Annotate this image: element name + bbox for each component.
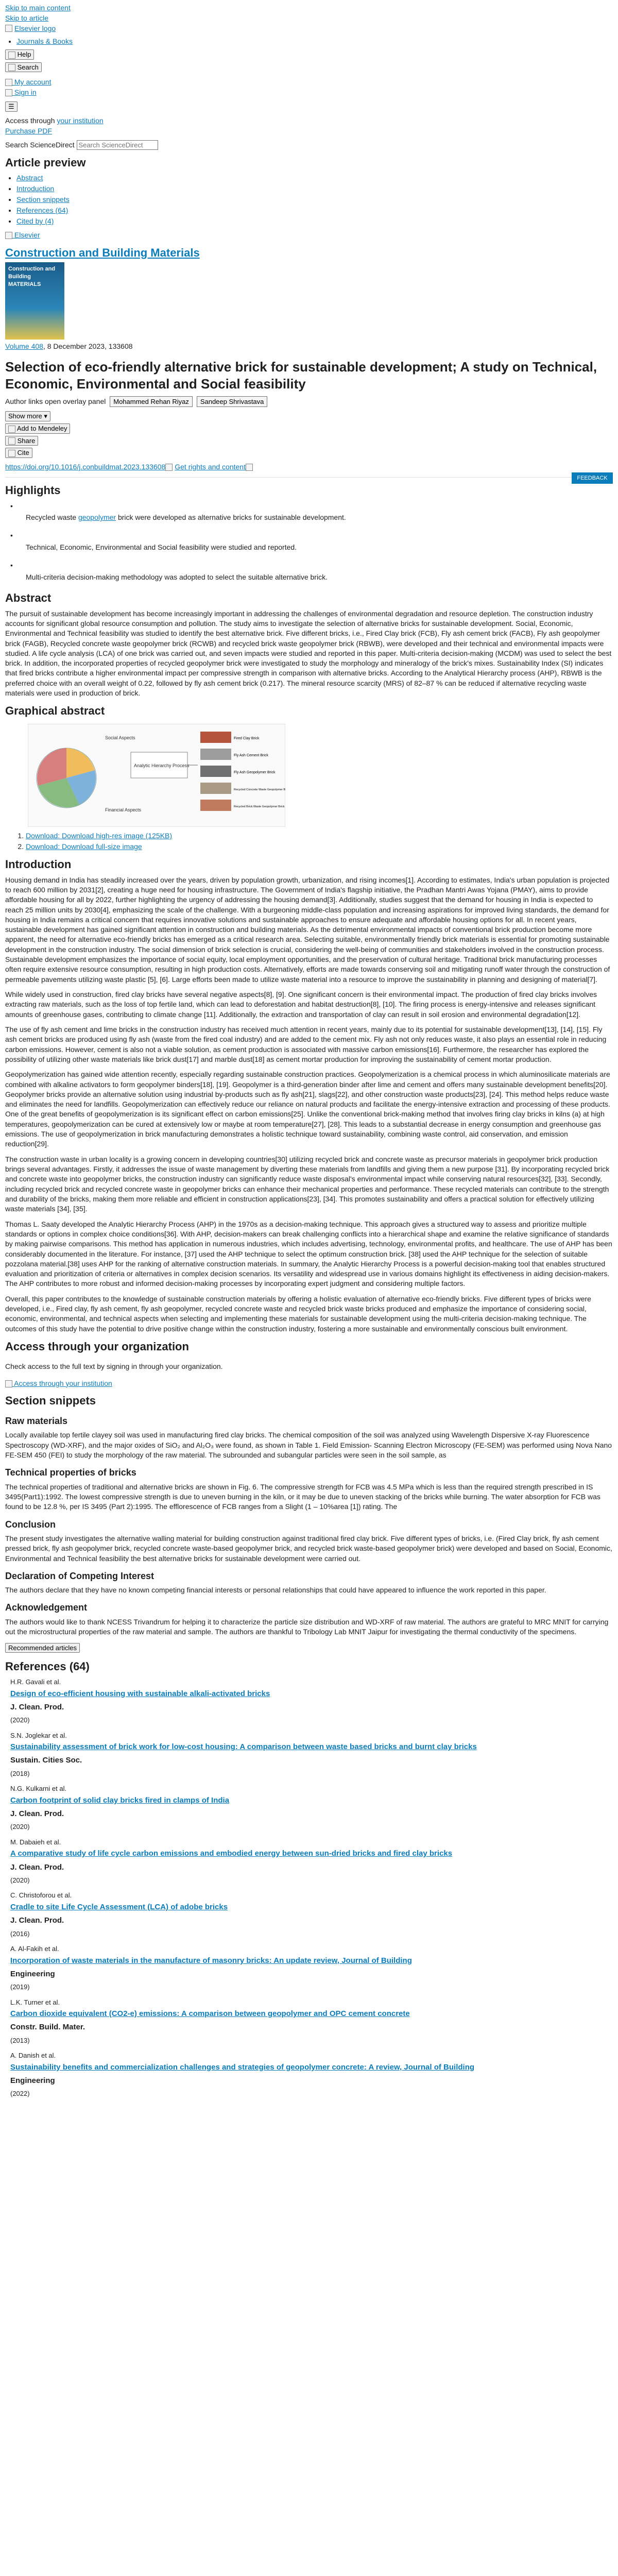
highlight-item-1 — [26, 513, 613, 522]
toc-section-snippets[interactable]: Section snippets — [16, 195, 70, 204]
intro-paragraph: The construction waste in urban locality is a growing concern in developing countries[30] utilizing recycled brick and concrete waste as precursor materials in geopolymer brick production brings several advantages. Firstly, it addresses the issue of waste management by diverting these materials from landfills and giving them a new purpose [31]. By incorporating recycled brick and concrete waste into geopolymer bricks, the construction industry can significantly reduce waste disposal's environmental impact while conserving natural resources[32], [33]. Secondly, including recycled brick and recycled concrete waste in geopolymer bricks can enhance their mechanical properties and performance. These recycled materials can contribute to the strength and durability of the bricks, making them more reliable and efficient in construction applications[23], [34]. This promotes sustainability and offers a practical solution for effectively utilizing waste materials [34], [35]. — [5, 1155, 610, 1213]
cite-button[interactable] — [5, 448, 32, 458]
acknowledgement-heading: Acknowledgement — [5, 1602, 88, 1613]
reference-title-link[interactable]: Design of eco-efficient housing with sustainable alkali-activated bricks — [10, 1689, 270, 1698]
journals-books-link[interactable]: Journals & Books — [16, 37, 73, 46]
raw-materials-heading: Raw materials — [5, 1416, 68, 1427]
author-links-label: Author links open overlay panel — [5, 397, 106, 406]
article-preview-heading: Article preview — [5, 156, 86, 169]
reference-author: M. Dabaieh et al. — [10, 1838, 61, 1846]
ga-label-ahp: Analytic Hierarchy Process — [134, 763, 190, 769]
divider — [5, 477, 613, 478]
reference-item — [5, 1891, 613, 1938]
help-icon — [8, 52, 15, 59]
reference-title-link[interactable]: Incorporation of waste materials in the manufacture of masonry bricks: An update review, Journal of Building — [10, 1956, 412, 1965]
ga-label-facb: Fly Ash Cement Brick — [234, 754, 268, 758]
reference-item — [5, 1838, 613, 1885]
doi-row — [5, 462, 613, 472]
abstract-heading: Abstract — [5, 591, 52, 604]
access-institution-link[interactable] — [5, 1379, 112, 1387]
reference-title-link[interactable]: Carbon footprint of solid clay bricks fired in clamps of India — [10, 1795, 230, 1805]
reference-year: (2018) — [10, 1769, 30, 1777]
intro-paragraph: Overall, this paper contributes to the knowledge of sustainable construction materials by offering a holistic evaluation of alternative eco-friendly bricks. Five different types of bricks were developed, i.e., Fired clay, fly ash cement, fly ash geopolymer, recycled concrete waste and recycled brick waste bricks produced and emphasize the importance of considering social, economic, environmental, and technical aspects when selecting and implementing these materials for sustainable development using the multi-criteria decision-making technique. The outcomes of this study have the potential to drive positive change within the construction industry, fostering a more sustainable and environmentally conscious built environment. — [5, 1294, 591, 1333]
share-label: Share — [17, 436, 36, 445]
reference-journal: J. Clean. Prod. — [10, 1809, 64, 1819]
reference-author: L.K. Turner et al. — [10, 1998, 60, 2006]
technical-properties-text: The technical properties of traditional and alternative bricks are shown in Fig. 6. The compressive strength for FCB was 4.5 MPa which is less than the required strength prescribed in IS 3495(Part1):1992. The lowest compressive strength is due to uneven burning in the kiln, or it may be due to uneven stacking of the bricks while burning. The water absorption for FCB was found to be 12.8 %, per IS 3495 (Part 2):1995. The efflorescence of FCB ranges from a Slight (1 – 10%area [1]) rating. The — [5, 1482, 600, 1511]
author-button-2[interactable]: Sandeep Shrivastava — [197, 396, 268, 407]
skip-to-main-link[interactable]: Skip to main content — [5, 4, 71, 12]
show-more-button[interactable] — [5, 411, 50, 421]
journal-cover[interactable] — [5, 262, 64, 340]
feedback-button[interactable] — [572, 472, 613, 484]
elsevier-logo-alt: Elsevier — [14, 230, 40, 239]
recommended-articles-button[interactable]: Recommended articles — [5, 1643, 80, 1653]
intro-paragraph: Housing demand in India has steadily increased over the years, driven by population growth, urbanization, and rising incomes[1]. According to estimates, India's urban population is projected to reach 600 million by 2031[2], creating a huge need for housing infrastructure. The Government of India's flagship initiative, the Pradhan Mantri Awas Yojana (PMAY), aims to provide affordable housing for all by 2022, further highlighting the urgency of addressing the housing demand[3]. Additionally, studies suggest that the demand for housing in India is expected to reach 25 million units by 2030[4], emphasizing the scale of the challenge. With a burgeoning middle-class population and increasing aspirations for improved living standards, the demand for housing in India remains a critical concern that requires innovative solutions and sustainable approaches to ensure adequate and affordable housing options for all. In recent years, sustainable development has gained significant attention in construction and building materials. As the detrimental environmental impacts of conventional brick production become more apparent, the need for alternative eco-friendly bricks has emerged as a critical research area. Selecting suitable, environmentally friendly brick materials is essential for promoting sustainable development in the construction industry. The social dimension of brick selection is crucial, considering the well-being of communities and stakeholders involved in the construction process. Sustainable development emphasizes the importance of social equity, local employment opportunities, and the preservation of cultural heritage. Traditional brick manufacturing processes often require extensive resource consumption, resulting in high production costs. Alternatively, efforts are made towards conserving soil and mitigating runoff water through the construction of permeable pavements utilizing waste plastic [5], [6]. Large efforts been made to utilize waste material into a resource to improve the sustainability in planning and designing of material[7]. — [5, 875, 610, 984]
highlight-bullet: • — [10, 501, 13, 510]
help-label: Help — [17, 50, 31, 58]
show-more-label: Show more — [8, 412, 42, 420]
sign-in-label: Sign in — [14, 88, 37, 97]
competing-interest-text: The authors declare that they have no known competing financial interests or personal relationships that could have appeared to influence the work reported in this paper. — [5, 1586, 546, 1595]
author-button-1[interactable]: Mohammed Rehan Riyaz — [110, 396, 193, 407]
highlight-bullet: • — [10, 531, 13, 540]
reference-journal: Engineering — [10, 1969, 55, 1978]
ga-label-rcwb: Recycled Concrete Waste Geopolymer Brick — [234, 788, 285, 792]
cite-icon — [8, 450, 15, 457]
article-title: Selection of eco-friendly alternative brick for sustainable development; A study on Technical, Economic, Environmental and Social feasibility — [5, 359, 597, 392]
my-account-link[interactable] — [5, 78, 51, 86]
highlights-list — [5, 501, 613, 582]
ga-label-social: Social Aspects — [105, 735, 135, 741]
external-link-icon-2 — [246, 464, 253, 471]
elsevier-tree-icon — [5, 232, 12, 239]
sd-search-label: Search ScienceDirect — [5, 140, 75, 149]
competing-interest-heading: Declaration of Competing Interest — [5, 1570, 154, 1581]
reference-author: C. Christoforou et al. — [10, 1891, 72, 1900]
sd-search-input[interactable] — [77, 140, 158, 150]
add-mendeley-label: Add to Mendeley — [16, 425, 67, 433]
introduction-heading: Introduction — [5, 857, 72, 871]
reference-journal: J. Clean. Prod. — [10, 1916, 64, 1925]
reference-item — [5, 1998, 613, 2045]
reference-author: H.R. Gavali et al. — [10, 1678, 61, 1686]
add-mendeley-button[interactable] — [5, 423, 70, 434]
sd-search-row — [5, 140, 613, 150]
highlight-1-post: brick were developed as alternative bricks for sustainable development. — [116, 513, 346, 522]
toc-introduction[interactable]: Introduction — [16, 184, 55, 193]
section-snippets-heading: Section snippets — [5, 1394, 96, 1408]
reference-journal: Sustain. Cities Soc. — [10, 1756, 82, 1765]
top-links — [5, 0, 613, 136]
reference-item — [5, 1784, 613, 1832]
download-list — [26, 831, 613, 852]
ga-label-financial: Financial Aspects — [105, 807, 142, 813]
purchase-pdf-link[interactable]: Purchase PDF — [5, 126, 53, 135]
introduction-body — [5, 875, 613, 1334]
reference-year: (2020) — [10, 1716, 30, 1724]
highlight-bullet: • — [10, 561, 13, 570]
account-icon — [5, 79, 12, 86]
ga-label-fcb: Fired Clay Brick — [234, 737, 260, 741]
abstract-text: The pursuit of sustainable development has become increasingly important in addressing the challenges of environmental degradation and resource depletion. The construction industry accounts for significant global resource consumption and pollution. The study aims to investigate the selection of alternative bricks for sustainable development. Social, Economic, Environmental and Technical feasibility was studied to identify the best alternative brick. Five different bricks, i.e., Fired Clay brick (FCB), Fly ash cement brick (FACB), Fly ash geopolymer brick (FAGB), Recycled concrete waste geopolymer brick (RCWB) and recycled brick waste geopolymer brick (RBWB), were developed and their technical and environmental impacts were studied. A life cycle analysis (LCA) of one brick was carried out, and seven impacts were studied and reported in this paper. Multi-criteria decision-making (MCDM) was used to select the best brick. In addition, the incorporated properties of recycled geopolymer brick were investigated to study the morphology and mineralogy of the brick's mixes. Sustainability Index (SI) indicates that fired bricks contribute a higher environmental impact per compressive strength in comparison with alternative bricks. According to the Analytical Hierarchy process (AHP), RBWB is the preferred choice with an overall weight of 0.22, followed by fly ash cement brick (0.217). The mineral resource scarcity (MRS) of 82–87 % can be reduced if alternative recycling waste materials were used in production of brick. — [5, 609, 612, 698]
access-org-text: Check access to the full text by signing in through your organization. — [5, 1362, 223, 1370]
graphical-abstract-figure[interactable] — [28, 724, 285, 827]
mendeley-icon — [8, 426, 15, 433]
cover-text: Construction and Building MATERIALS — [8, 266, 56, 288]
reference-year: (2013) — [10, 2036, 30, 2044]
reference-journal: Engineering — [10, 2076, 55, 2086]
help-button[interactable] — [5, 49, 34, 60]
reference-author: A. Al-Fakih et al. — [10, 1945, 59, 1953]
intro-paragraph: Thomas L. Saaty developed the Analytic Hierarchy Process (AHP) in the 1970s as a decision-making technique. This approach gives a structured way to assess and prioritize multiple standards or options in complex choice conditions[36]. With AHP, decision-makers can break challenging conflicts into a hierarchical shape and examine the relative significance of standards by making pairwise comparisons. This method has application in numerous industries, which includes advertising, technology, environmental profits, and healthcare. The use of AHP has been considerably documented in the literature. For instance, [37] used the AHP technique to select the optimum construction brick. [38] used the AHP technique for the selection of suitable pozzolana material.[38] uses AHP for the ranking of alternative construction materials. In summary, the Analytic Hierarchy Process is a powerful decision-making tool that enables structured evaluation and prioritization of criteria or alternatives in complex decision scenarios. Its versatility and widespread use in various domains highlight its effectiveness in aiding decision-makers. The AHP contributes to more robust and informed decision-making processes by incorporating expert judgment and considering multiple factors. — [5, 1219, 612, 1288]
reference-item — [5, 1944, 613, 1992]
ga-label-rbwb: Recycled Brick Waste Geopolymer Brick — [234, 805, 285, 809]
reference-title-link[interactable]: Carbon dioxide equivalent (CO2-e) emissions: A comparison between geopolymer and OPC cement concrete — [10, 2009, 410, 2019]
reference-title-link[interactable]: Sustainability assessment of brick work for low-cost housing: A comparison between waste based bricks and burnt clay bricks — [10, 1742, 477, 1752]
reference-journal: J. Clean. Prod. — [10, 1862, 64, 1872]
reference-journal: J. Clean. Prod. — [10, 1702, 64, 1711]
reference-title-link[interactable]: A comparative study of life cycle carbon emissions and embodied energy between sun-dried bricks and fired clay bricks — [10, 1849, 453, 1858]
search-icon — [8, 64, 15, 71]
conclusion-text: The present study investigates the alternative walling material for building construction against traditional fired clay brick. Five different types of bricks, i.e. (Fired Clay brick, fly ash cement pressed brick, fly ash geopolymer brick, recycled concrete waste-based geopolymer brick, and recycled brick waste-based geopolymer brick) were developed and based on Social, Economic, Environmental and Technical feasibility the best alternative bricks for sustainable development were carried out. — [5, 1534, 612, 1563]
menu-button[interactable]: ☰ — [5, 101, 18, 112]
ga-label-fagb: Fly Ash Geopolymer Brick — [234, 771, 276, 775]
references-list — [5, 1677, 613, 2098]
intro-paragraph: The use of fly ash cement and lime bricks in the construction industry has received much attention in recent years, mainly due to its potential for sustainable development[13], [14], [15]. Fly ash cement bricks are produced using fly ash (waste from the fired coal industry) and are added to the cement mix. Fly ash not only reduces waste, it also plays an essential role in reducing carbon emissions. However, cement is also not a viable solution, as cement production is associated with massive carbon emissions[16]. Furthermore, the researcher has explored the possibility of utilizing other waste materials like brick dust[17] and marble dust[18] as cement mortar production for improving the sustainability of cement mortar production. — [5, 1025, 607, 1063]
intro-paragraph: Geopolymerization has gained wide attention recently, especially regarding sustainable construction practices. Geopolymerization is a chemical process in which aluminosilicate materials are combined with alkaline activators to form geopolymer binders[18], [19]. Geopolymer is a third-generation binder after lime and cement and offers many sustainable development benefits[20]. Geopolymer bricks provide an alternative solution using industrial by-products such as fly ash[21], slags[22], and other construction waste products[23], [24]. This method helps reduce waste and eliminates the need for landfills. Geopolymerization can effectively reduce our reliance on natural products and facilitate the energy-intensive extraction and processing of these products. One of the great benefits of geopolymerization is its significant effect on carbon emissions[25]. Unlike the conventional brick-making method that involves firing clay bricks in kilns (a) at high temperatures, geopolymerization can be cured at extensively low or maybe at room temperature[27], [28]. This leads to a substantial decrease in energy consumption and greenhouse gas emissions. The use of geopolymerization in brick manufacturing demonstrates a holistic technique toward sustainability, combining waste control, aid conservation, and emission reduction[29]. — [5, 1070, 610, 1148]
search-label: Search — [17, 63, 39, 71]
elsevier-logo-text: Elsevier logo — [14, 24, 56, 32]
search-button[interactable] — [5, 62, 42, 73]
reference-year: (2020) — [10, 1823, 30, 1831]
reference-item — [5, 1677, 613, 1725]
toc — [16, 173, 613, 226]
geopolymer-link[interactable]: geopolymer — [78, 513, 116, 522]
issue-date: , 8 December 2023, 133608 — [43, 342, 133, 351]
highlight-item-2: Technical, Economic, Environmental and Social feasibility were studied and reported. — [26, 543, 297, 552]
reference-item — [5, 2051, 613, 2098]
get-rights-link[interactable]: Get rights and content — [175, 462, 246, 471]
cite-label: Cite — [17, 449, 29, 457]
reference-item — [5, 1731, 613, 1778]
reference-title-link[interactable]: Sustainability benefits and commercialization challenges and strategies of geopolymer concrete: A review, Journal of Building — [10, 2062, 475, 2072]
sign-in-link[interactable] — [5, 88, 37, 96]
reference-year: (2016) — [10, 1929, 30, 1938]
institution-icon — [5, 1380, 12, 1387]
acknowledgement-text: The authors would like to thank NCESS Trivandrum for helping it to characterize the particle size distribution and WD-XRF of raw material. The authors are grateful to MRC MNIT for carrying out the microstructural properties of the raw material and sample. The authors are thankful to Tribology Lab MNIT Jaipur for investigating the thermal conductivity of the specimens. — [5, 1617, 609, 1636]
chevron-down-icon: ▾ — [44, 412, 47, 420]
highlight-1-pre: Recycled waste — [26, 513, 78, 522]
share-icon — [8, 437, 15, 445]
toc-references[interactable]: References (64) — [16, 206, 68, 215]
reference-author: N.G. Kulkarni et al. — [10, 1785, 67, 1793]
reference-author: S.N. Joglekar et al. — [10, 1731, 67, 1739]
references-heading: References (64) — [5, 1660, 90, 1673]
doi-link[interactable]: https://doi.org/10.1016/j.conbuildmat.2023.133608 — [5, 462, 166, 471]
reference-author: A. Danish et al. — [10, 2052, 56, 2060]
skip-to-article-link[interactable]: Skip to article — [5, 13, 49, 22]
sign-in-icon — [5, 89, 12, 96]
volume-link[interactable]: Volume 408 — [5, 342, 43, 351]
raw-materials-text: Locally available top fertile clayey soil was used in manufacturing fired clay bricks. The chemical composition of the soil was analyzed using Wavelength Dispersive X-ray Fluorescence Spectroscopy (WD-XRF), and the major oxides of SiO₂ and Al₂O₃ were found, as shown in Table 1. Field Emission- Scanning Electron Microscopy (FE-SEM) was performed using Nova Nano FE-SEM 450 (FEI) to study the morphology of the raw material. The subrounded and subangular particles were seen in the soil sample, as — [5, 1431, 612, 1460]
toc-cited-by[interactable]: Cited by (4) — [16, 216, 54, 225]
feedback-label: FEEDBACK — [577, 474, 608, 481]
external-link-icon — [165, 464, 173, 471]
reference-journal: Constr. Build. Mater. — [10, 2023, 85, 2032]
access-org-heading: Access through your organization — [5, 1340, 189, 1353]
technical-properties-heading: Technical properties of bricks — [5, 1467, 136, 1478]
author-links — [5, 396, 613, 407]
download-high-res-link[interactable]: Download: Download high-res image (125KB) — [26, 832, 173, 840]
elsevier-journal-logo[interactable] — [5, 231, 40, 239]
intro-paragraph: While widely used in construction, fired clay bricks have several negative aspects[8], [9]. One significant concern is their environmental impact. The production of fired clay bricks involves extracting raw materials, such as the loss of top fertile land, which can lead to deforestation and habitat destruction[8], [10]. The firing process is energy-intensive and releases significant amounts of greenhouse gases, contributing to climate change [11]. Additionally, the extraction and transportation of clay can result in soil erosion and environmental degradation[12]. — [5, 990, 597, 1019]
toc-abstract[interactable]: Abstract — [16, 174, 43, 182]
my-account-label: My account — [14, 78, 52, 87]
your-institution-link[interactable]: your institution — [57, 116, 104, 125]
journal-title[interactable]: Construction and Building Materials — [5, 246, 200, 259]
download-full-size-link[interactable]: Download: Download full-size image — [26, 842, 142, 851]
elsevier-logo-icon — [5, 25, 12, 32]
conclusion-heading: Conclusion — [5, 1519, 56, 1530]
reference-title-link[interactable]: Cradle to site Life Cycle Assessment (LCA) of adobe bricks — [10, 1903, 228, 1911]
reference-year: (2020) — [10, 1876, 30, 1884]
graphical-abstract-heading: Graphical abstract — [5, 704, 105, 718]
graphical-abstract-svg — [28, 724, 285, 827]
access-institution-label: Access through your institution — [14, 1379, 112, 1387]
access-prefix: Access through — [5, 116, 57, 125]
reference-year: (2019) — [10, 1983, 30, 1991]
share-button[interactable] — [5, 436, 38, 446]
highlights-heading: Highlights — [5, 483, 61, 497]
elsevier-home-link[interactable] — [5, 24, 56, 33]
highlight-item-3: Multi-criteria decision-making methodology was adopted to select the suitable alternative brick. — [26, 573, 328, 582]
reference-year: (2022) — [10, 2090, 30, 2098]
header-nav — [16, 37, 613, 46]
